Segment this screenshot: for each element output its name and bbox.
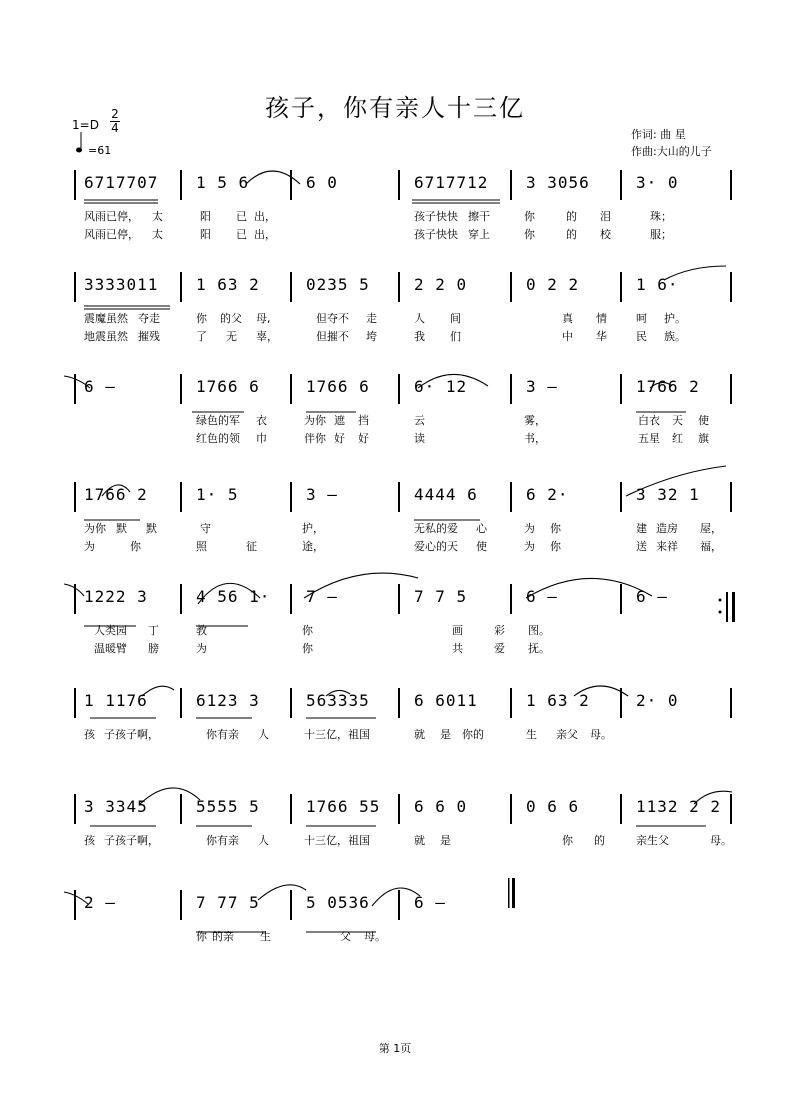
measure-notes: 1766 6 (196, 377, 260, 396)
lyric-syllable: 我 (414, 330, 425, 343)
tempo-marking: =61 (88, 144, 112, 157)
lyric-syllable: 华 (596, 330, 607, 343)
lyric-syllable: 你 (130, 540, 141, 553)
lyric-syllable: 红 (672, 432, 683, 445)
measure-notes: 6 6 0 (414, 797, 468, 816)
lyric-syllable: 人类园 (94, 624, 127, 637)
measure-notes: 3 3056 (526, 173, 590, 192)
lyric-syllable: 伴你 (304, 432, 326, 445)
lyric-syllable: 人 (414, 312, 425, 325)
lyric-syllable: 护。 (664, 312, 686, 325)
lyric-syllable: 走 (366, 312, 377, 325)
lyric-syllable: 间 (450, 312, 461, 325)
lyric-syllable: 你有亲 (206, 728, 239, 741)
lyric-syllable: 旗 (698, 432, 709, 445)
lyric-syllable: 你 (562, 834, 573, 847)
lyric-syllable: 是 (440, 834, 451, 847)
lyric-syllable: 的父 (220, 312, 242, 325)
lyric-syllable: 孩 (84, 834, 95, 847)
lyric-syllable: 母, (256, 312, 271, 325)
lyric-syllable: 共 (452, 642, 463, 655)
measure-notes: 6717712 (414, 173, 489, 192)
measure-notes: 6717707 (84, 173, 159, 192)
lyric-syllable: 为 (84, 540, 95, 553)
measure-notes: 6 – (84, 377, 116, 396)
lyric-syllable: 但摧不 (316, 330, 349, 343)
lyric-syllable: 云 (414, 414, 425, 427)
lyric-syllable: 默 (116, 522, 127, 535)
lyric-syllable: 子孩子啊， (104, 834, 159, 847)
lyric-syllable: 出， (254, 210, 276, 223)
measure-notes: 1222 3 (84, 587, 148, 606)
measure-notes: 4 56 1· (196, 587, 271, 606)
lyric-syllable: 为 (524, 522, 535, 535)
lyric-syllable: 你 (302, 642, 313, 655)
lyric-syllable: 征 (246, 540, 257, 553)
lyric-syllable: 亲父 (556, 728, 578, 741)
lyric-syllable: 民 (636, 330, 647, 343)
lyric-syllable: 就 (414, 728, 425, 741)
measure-notes: 0235 5 (306, 275, 370, 294)
measure-notes: 1 63 2 (196, 275, 260, 294)
lyric-syllable: 你 (196, 930, 207, 943)
time-numerator: 2 (111, 107, 119, 121)
lyric-syllable: 你有亲 (206, 834, 239, 847)
lyric-syllable: 生 (260, 930, 271, 943)
lyric-syllable: 们 (450, 330, 461, 343)
lyric-syllable: 建 (636, 522, 647, 535)
lyric-syllable: 你 (196, 312, 207, 325)
lyric-syllable: 人 (258, 728, 269, 741)
lyric-syllable: 使 (698, 414, 709, 427)
measure-notes: 6 – (414, 893, 446, 912)
lyric-syllable: 你 (302, 624, 313, 637)
measure-notes: 6 6011 (414, 691, 478, 710)
composer-credit: 作曲:大山的儿子 (631, 145, 712, 158)
measure-notes: 6 – (636, 587, 668, 606)
lyric-syllable: 真 (562, 312, 573, 325)
lyric-syllable: 挡 (358, 414, 369, 427)
lyric-syllable: 呵 (636, 312, 647, 325)
lyric-syllable: 震魔虽然 (84, 312, 128, 325)
measure-notes: 2 2 0 (414, 275, 468, 294)
lyric-syllable: 造房 (656, 522, 678, 535)
lyric-syllable: 为你 (304, 414, 326, 427)
lyric-syllable: 雾， (524, 414, 546, 427)
measure-notes: 7 77 5 (196, 893, 260, 912)
lyric-syllable: 珠； (650, 210, 672, 223)
measure-notes: 2· 0 (636, 691, 679, 710)
lyric-syllable: 母。 (710, 834, 732, 847)
lyric-syllable: 五星 (638, 432, 660, 445)
lyric-syllable: 已 (236, 210, 247, 223)
lyric-syllable: 绿色的军 (196, 414, 240, 427)
time-denominator: 4 (111, 121, 119, 135)
lyric-syllable: 读 (414, 432, 425, 445)
lyric-syllable: 的 (594, 834, 605, 847)
lyric-syllable: 途， (302, 540, 324, 553)
lyricist-credit: 作词: 曲 星 (631, 128, 686, 141)
lyric-syllable: 守 (200, 522, 211, 535)
lyric-syllable: 心 (476, 522, 487, 535)
lyric-syllable: 无私的爱 (414, 522, 458, 535)
lyric-syllable: 你 (524, 228, 535, 241)
lyric-syllable: 孩 (84, 728, 95, 741)
measure-notes: 7 – (306, 587, 338, 606)
key-signature: 1=D (72, 118, 99, 132)
lyric-syllable: 来祥 (656, 540, 678, 553)
lyric-syllable: 好 (334, 432, 345, 445)
measure-notes: 3 3345 (84, 797, 148, 816)
page-footer: 第 1页 (378, 1042, 412, 1055)
lyric-syllable: 屋， (700, 522, 722, 535)
lyric-syllable: 校 (600, 228, 611, 241)
lyric-syllable: 无 (226, 330, 237, 343)
measure-notes: 3 – (526, 377, 558, 396)
lyric-syllable: 的 (566, 210, 577, 223)
lyric-syllable: 孩子快快 (414, 210, 458, 223)
lyric-syllable: 父 (340, 930, 351, 943)
lyric-syllable: 丁 (148, 624, 159, 637)
lyric-syllable: 红色的领 (196, 432, 240, 445)
lyric-syllable: 你 (550, 522, 561, 535)
lyric-syllable: 地震虽然 (84, 330, 128, 343)
lyric-syllable: 默 (146, 522, 157, 535)
measure-notes: 1766 2 (636, 377, 700, 396)
measure-notes: 5555 5 (196, 797, 260, 816)
lyric-syllable: 遮 (334, 414, 345, 427)
lyric-syllable: 垮 (366, 330, 377, 343)
lyric-syllable: 就 (414, 834, 425, 847)
measure-notes: 563335 (306, 691, 370, 710)
measure-notes: 1766 2 (84, 485, 148, 504)
lyric-syllable: 衣 (256, 414, 267, 427)
lyric-syllable: 好 (358, 432, 369, 445)
lyric-syllable: 书， (524, 432, 546, 445)
lyric-syllable: 送 (636, 540, 647, 553)
lyric-syllable: 你的 (462, 728, 484, 741)
lyric-syllable: 是 (440, 728, 451, 741)
measure-notes: 1766 55 (306, 797, 381, 816)
lyric-syllable: 出， (254, 228, 276, 241)
measure-notes: 1 63 2 (526, 691, 590, 710)
lyric-syllable: 穿上 (468, 228, 490, 241)
lyric-syllable: 的 (566, 228, 577, 241)
lyric-syllable: 为 (196, 642, 207, 655)
measure-notes: 3 32 1 (636, 485, 700, 504)
measure-notes: 3 – (306, 485, 338, 504)
measure-notes: 0 2 2 (526, 275, 580, 294)
lyric-syllable: 人 (258, 834, 269, 847)
measure-notes: 1 1176 (84, 691, 148, 710)
lyric-syllable: 母。 (590, 728, 612, 741)
lyric-syllable: 白衣 (638, 414, 660, 427)
lyric-syllable: 抚。 (528, 642, 550, 655)
lyric-syllable: 母。 (364, 930, 386, 943)
lyric-syllable: 中 (562, 330, 573, 343)
measure-notes: 3333011 (84, 275, 159, 294)
lyric-syllable: 巾 (256, 432, 267, 445)
lyric-syllable: 太 (152, 210, 163, 223)
lyric-syllable: 爱 (494, 642, 505, 655)
measure-notes: 6· 12 (414, 377, 468, 396)
measure-notes: 1 6· (636, 275, 679, 294)
lyric-syllable: 已 (236, 228, 247, 241)
lyric-syllable: 服； (650, 228, 672, 241)
measure-notes: 2 – (84, 893, 116, 912)
lyric-syllable: 彩 (494, 624, 505, 637)
lyric-syllable: 膀 (148, 642, 159, 655)
measure-notes: 6 – (526, 587, 558, 606)
lyric-syllable: 泪 (600, 210, 611, 223)
lyric-syllable: 辜， (256, 330, 278, 343)
lyric-syllable: 夺走 (138, 312, 160, 325)
lyric-syllable: 照 (196, 540, 207, 553)
measure-notes: 3· 0 (636, 173, 679, 192)
measure-notes: 4444 6 (414, 485, 478, 504)
measure-notes: 7 7 5 (414, 587, 468, 606)
lyric-syllable: 生 (526, 728, 537, 741)
lyric-syllable: 图。 (528, 624, 550, 637)
lyric-syllable: 护， (302, 522, 324, 535)
lyric-syllable: 阳 (200, 228, 211, 241)
lyric-syllable: 风雨已停， (84, 228, 139, 241)
lyric-syllable: 孩子快快 (414, 228, 458, 241)
measure-notes: 1132 2 2 (636, 797, 722, 816)
measure-notes: 5 0536 (306, 893, 370, 912)
page-title: 孩子，你有亲人十三亿 (265, 94, 525, 122)
lyric-syllable: 亲生父 (636, 834, 669, 847)
lyric-syllable: 阳 (200, 210, 211, 223)
measure-notes: 1 5 6 (196, 173, 250, 192)
measure-notes: 0 6 6 (526, 797, 580, 816)
lyric-syllable: 教 (196, 624, 207, 637)
lyric-syllable: 族。 (664, 330, 686, 343)
lyric-syllable: 为 (524, 540, 535, 553)
lyric-syllable: 风雨已停， (84, 210, 139, 223)
lyric-syllable: 子孩子啊， (104, 728, 159, 741)
lyric-syllable: 使 (476, 540, 487, 553)
measure-notes: 1· 5 (196, 485, 239, 504)
lyric-syllable: 了 (196, 330, 207, 343)
lyric-syllable: 十三亿，祖国 (304, 834, 370, 847)
lyric-syllable: 但夺不 (316, 312, 349, 325)
lyric-syllable: 你 (524, 210, 535, 223)
lyric-syllable: 太 (152, 228, 163, 241)
measure-notes: 6123 3 (196, 691, 260, 710)
lyric-syllable: 温暖臂 (94, 642, 127, 655)
measure-notes: 1766 6 (306, 377, 370, 396)
lyric-syllable: 爱心的天 (414, 540, 458, 553)
lyric-syllable: 擦干 (468, 210, 490, 223)
lyric-syllable: 十三亿，祖国 (304, 728, 370, 741)
lyric-syllable: 的亲 (212, 930, 234, 943)
lyric-syllable: 天 (672, 414, 683, 427)
measure-notes: 6 2· (526, 485, 569, 504)
lyric-syllable: 摧残 (138, 330, 160, 343)
measure-notes: 6 0 (306, 173, 338, 192)
lyric-syllable: 为你 (84, 522, 106, 535)
lyric-syllable: 情 (596, 312, 607, 325)
lyric-syllable: 你 (550, 540, 561, 553)
lyric-syllable: 画 (452, 624, 463, 637)
lyric-syllable: 福， (700, 540, 722, 553)
